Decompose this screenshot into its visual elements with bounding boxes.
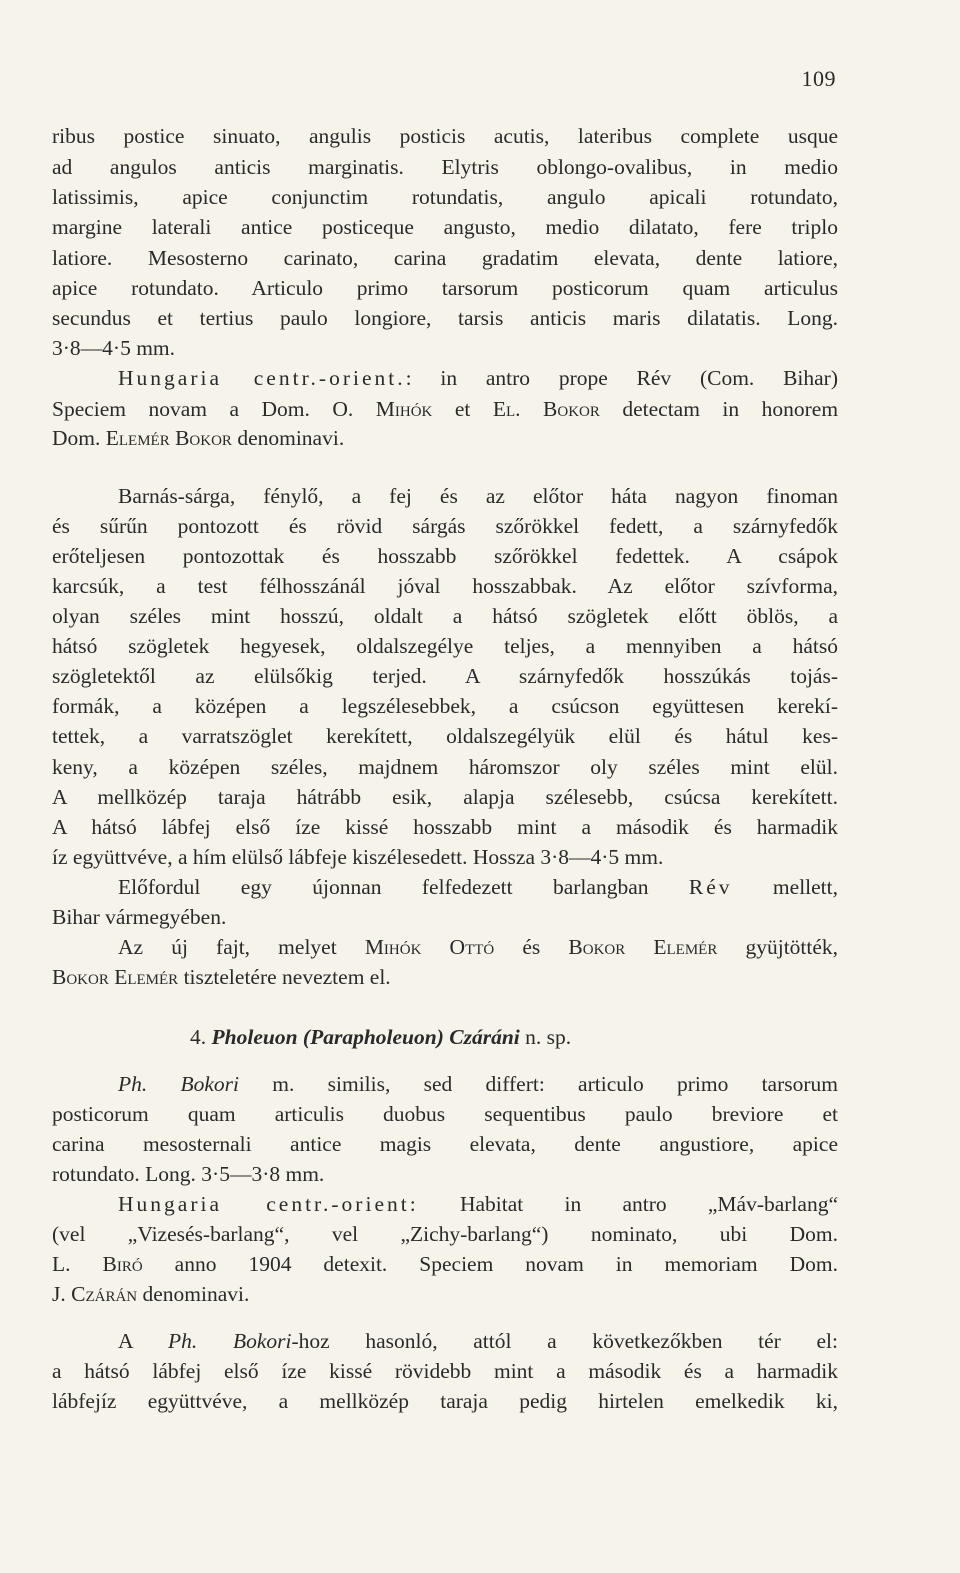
locality-text: : in antro prope Rév (Com. Bihar)	[405, 366, 839, 390]
text-line: Barnás-sárga, fénylő, a fej és az előtor háta nagyon finoman	[118, 484, 838, 508]
text-line: olyan széles mint hosszú, oldalt a hátsó szögletek előtt öblös, a	[52, 604, 838, 628]
text-line: a hátsó lábfej első íze kissé rövidebb mint a második és a harmadik	[52, 1359, 838, 1383]
text-span: L.	[52, 1252, 71, 1276]
text-line: (vel „Vizesés-barlang“, vel „Zichy-barlang“) nominato, ubi Dom.	[52, 1222, 838, 1246]
text-span: denominavi.	[237, 426, 345, 450]
text-span: tiszteletére neveztem el.	[183, 965, 391, 989]
text-line: latiore. Mesosterno carinato, carina gradatim elevata, dente latiore,	[52, 246, 838, 270]
text-span: m. similis, sed differt: articulo primo tarsorum	[272, 1072, 838, 1096]
text-line: latissimis, apice conjunctim rotundatis, angulo apicali rotundato,	[52, 185, 838, 209]
text-span: -hoz hasonló, attól a következőkben tér el:	[291, 1329, 839, 1353]
text-span: A	[118, 1329, 133, 1353]
heading-suffix: n. sp.	[525, 1025, 572, 1049]
author-name: Bokor Elemér	[52, 965, 179, 989]
locality-label: Hungaria centr.-orient:	[118, 1192, 419, 1216]
heading-species: Czáráni	[449, 1025, 520, 1049]
locality-label: Hungaria centr.-orient.	[118, 366, 406, 390]
text-line: és sűrűn pontozott és rövid sárgás szőrökkel fedett, a szárnyfedők	[52, 514, 838, 538]
place-name: Rév	[688, 875, 733, 899]
text-span: detectam in honorem	[622, 397, 839, 421]
text-span: Dom.	[52, 426, 101, 450]
locality-line	[118, 1189, 838, 1219]
species-ref: Ph. Bokori	[118, 1072, 240, 1096]
author-name: Bokor Elemér	[568, 935, 718, 959]
text-line: margine laterali antice posticeque angusto, medio dilatato, fere triplo	[52, 215, 838, 239]
text-line: tettek, a varratszöglet kerekített, oldalszegélyük elül és hátul kes-	[52, 724, 838, 748]
author-name: Czárán	[71, 1282, 138, 1306]
text-line: rotundato. Long. 3·5—3·8 mm.	[52, 1162, 325, 1186]
text-line: A hátsó lábfej első íze kissé hosszabb mint a második és harmadik	[52, 815, 838, 839]
locality-text: Habitat in antro „Máv-barlang“	[459, 1192, 838, 1216]
author-name: Mihók	[375, 397, 433, 421]
text-line	[118, 1326, 838, 1356]
species-heading	[190, 1022, 571, 1052]
text-span: denominavi.	[142, 1282, 250, 1306]
text-span: Speciem novam a Dom. O.	[52, 397, 354, 421]
text-span: anno 1904 detexit. Speciem novam in memoriam Dom.	[174, 1252, 838, 1276]
text-line	[52, 1249, 838, 1279]
text-line: apice rotundato. Articulo primo tarsorum posticorum quam articulus	[52, 276, 838, 300]
text-line: formák, a középen a legszélesebbek, a csúcson együttesen kerekí-	[52, 694, 838, 718]
text-line	[118, 872, 838, 902]
author-name: Elemér Bokor	[105, 426, 232, 450]
heading-genus: Pholeuon	[211, 1025, 298, 1049]
text-line	[52, 423, 838, 453]
author-name: Mihók Ottó	[364, 935, 495, 959]
author-name: Biró	[102, 1252, 143, 1276]
text-span: J.	[52, 1282, 66, 1306]
text-span: Az új fajt, melyet	[118, 935, 337, 959]
text-line: posticorum quam articulis duobus sequentibus paulo breviore et	[52, 1102, 838, 1126]
text-line: hátsó szögletek hegyesek, oldalszegélye teljes, a mennyiben a hátsó	[52, 634, 838, 658]
author-name: El. Bokor	[492, 397, 600, 421]
text-line	[118, 932, 838, 962]
text-line: A mellközép taraja hátrább esik, alapja szélesebb, csúcsa kerekített.	[52, 785, 838, 809]
text-span: Előfordul egy újonnan felfedezett barlangban	[118, 875, 649, 899]
text-line: szögletektől az elülsőkig terjed. A szárnyfedők hosszúkás tojás-	[52, 664, 838, 688]
locality-line	[118, 363, 838, 393]
text-line: íz együttvéve, a hím elülső lábfeje kiszélesedett. Hossza 3·8—4·5 mm.	[52, 845, 664, 869]
text-line: 3·8—4·5 mm.	[52, 336, 176, 360]
text-line	[52, 1279, 838, 1309]
text-line: carina mesosternali antice magis elevata, dente angustiore, apice	[52, 1132, 838, 1156]
text-line: keny, a középen széles, majdnem háromszor oly széles mint elül.	[52, 755, 838, 779]
text-line: karcsúk, a test félhosszánál jóval hosszabbak. Az előtor szívforma,	[52, 574, 838, 598]
text-span: et	[454, 397, 471, 421]
text-line: lábfejíz együttvéve, a mellközép taraja pedig hirtelen emelkedik ki,	[52, 1389, 838, 1413]
text-span: gyüjtötték,	[745, 935, 839, 959]
heading-number: 4.	[190, 1025, 207, 1049]
text-line: Bihar vármegyében.	[52, 905, 227, 929]
text-line: erőteljesen pontozottak és hosszabb szőrökkel fedettek. A csápok	[52, 544, 838, 568]
species-ref: Ph. Bokori	[168, 1329, 292, 1353]
text-span: mellett,	[772, 875, 838, 899]
text-line: secundus et tertius paulo longiore, tarsis anticis maris dilatatis. Long.	[52, 306, 838, 330]
text-line: ad angulos anticis marginatis. Elytris oblongo-ovalibus, in medio	[52, 155, 838, 179]
text-line: ribus postice sinuato, angulis posticis acutis, lateribus complete usque	[52, 124, 838, 148]
text-line	[118, 1069, 838, 1099]
page-number: 109	[801, 66, 836, 91]
text-line	[52, 962, 838, 992]
text-span: és	[522, 935, 541, 959]
text-line	[52, 394, 838, 424]
heading-subgenus: (Parapholeuon)	[302, 1025, 444, 1049]
